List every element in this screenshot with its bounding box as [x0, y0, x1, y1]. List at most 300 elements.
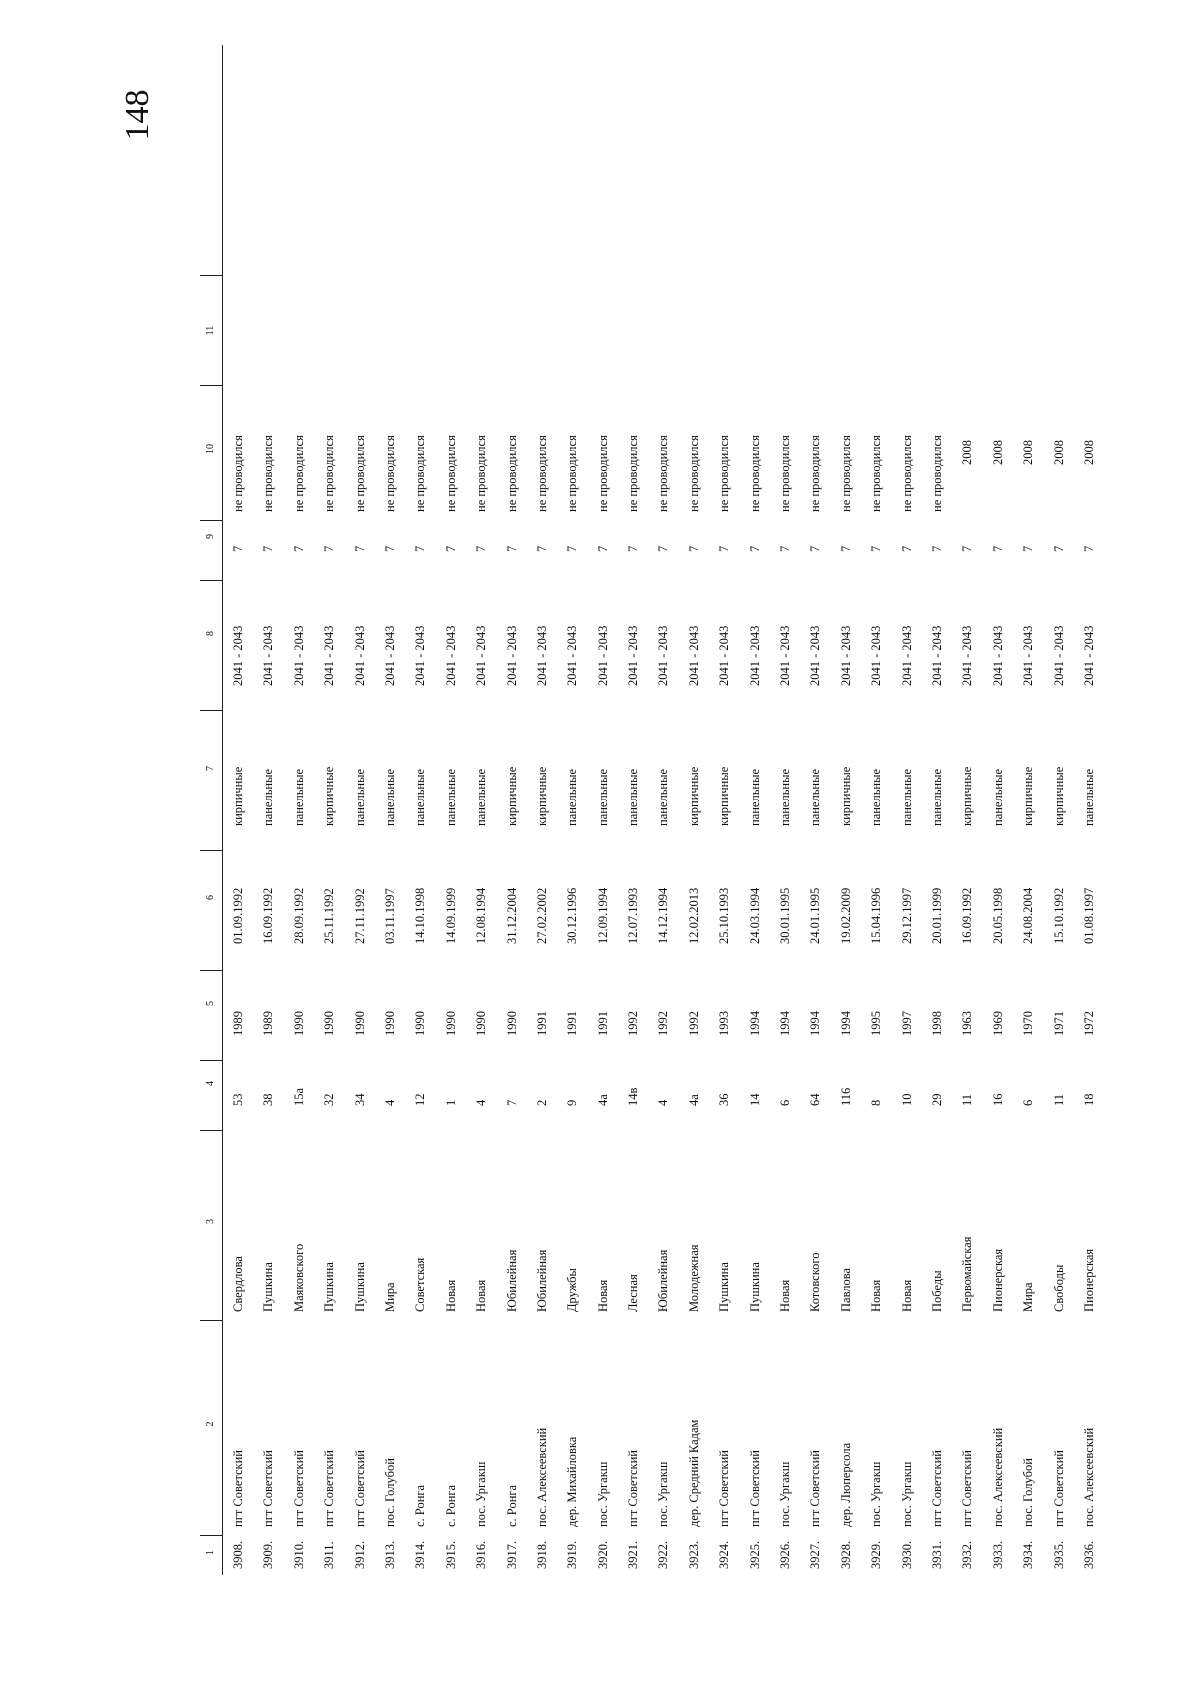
street-cell: Юбилейная	[656, 1249, 671, 1312]
row-number: 3925.	[747, 1540, 762, 1569]
status-cell: не проводился	[656, 435, 671, 512]
status-cell: не проводился	[595, 435, 610, 512]
locality-cell: пгт Советский	[291, 1450, 306, 1527]
row-number: 3924.	[717, 1540, 732, 1569]
house-number-cell: 10	[899, 1093, 914, 1106]
table-row	[557, 45, 587, 1575]
locality-cell: дер. Михайловка	[565, 1436, 580, 1527]
table-row	[375, 45, 405, 1575]
date-cell: 01.09.1992	[231, 887, 245, 944]
row-number: 3923.	[686, 1540, 701, 1569]
locality-cell: с. Ронга	[504, 1484, 519, 1527]
build-year-cell: 1991	[595, 1011, 610, 1036]
column-11-cell	[314, 275, 344, 385]
build-year-cell: 1993	[717, 1011, 732, 1036]
count-cell: 7	[352, 545, 367, 552]
date-cell: 12.07.1993	[626, 887, 641, 944]
status-cell: не проводился	[322, 435, 337, 512]
wall-material-cell: кирпичные	[504, 766, 519, 826]
column-number-9: 9	[200, 520, 222, 580]
street-cell: Пионерская	[1081, 1248, 1096, 1312]
table-row	[952, 45, 982, 1575]
table-row	[1074, 45, 1104, 1575]
build-year-cell: 1998	[929, 1011, 944, 1036]
locality-cell: пос. Ургакш	[778, 1461, 793, 1527]
count-cell: 7	[869, 545, 884, 552]
column-11-cell	[436, 275, 466, 385]
count-cell: 7	[1081, 545, 1096, 552]
table-row	[253, 45, 283, 1575]
column-11-cell	[679, 275, 709, 385]
wall-material-cell: кирпичные	[1021, 766, 1036, 826]
row-number: 3913.	[382, 1540, 397, 1569]
column-11-cell	[253, 275, 283, 385]
build-year-cell: 1963	[960, 1011, 975, 1036]
count-cell: 7	[808, 545, 823, 552]
row-number: 3911.	[322, 1541, 337, 1569]
count-cell: 7	[778, 545, 793, 552]
house-number-cell: 4	[382, 1099, 397, 1106]
row-number: 3932.	[960, 1540, 975, 1569]
date-cell: 24.03.1994	[747, 887, 762, 944]
house-number-cell: 9	[565, 1099, 580, 1106]
date-cell: 24.08.2004	[1021, 887, 1036, 944]
build-year-cell: 1989	[231, 1011, 245, 1036]
locality-cell: пгт Советский	[352, 1450, 367, 1527]
count-cell: 7	[231, 545, 245, 552]
build-year-cell: 1992	[656, 1011, 671, 1036]
locality-cell: дер. Люперсола	[838, 1442, 853, 1527]
period-cell: 2041 - 2043	[929, 625, 944, 686]
locality-cell: пос. Алексеевский	[1081, 1427, 1096, 1527]
street-cell: Маяковского	[291, 1243, 306, 1312]
street-cell: Свердлова	[231, 1256, 245, 1312]
period-cell: 2041 - 2043	[808, 625, 823, 686]
house-number-cell: 6	[778, 1099, 793, 1106]
column-11-cell	[861, 275, 891, 385]
period-cell: 2041 - 2043	[838, 625, 853, 686]
wall-material-cell: кирпичные	[960, 766, 975, 826]
row-number: 3916.	[474, 1540, 489, 1569]
build-year-cell: 1990	[474, 1011, 489, 1036]
date-cell: 20.05.1998	[990, 887, 1005, 944]
column-number-7: 7	[200, 710, 222, 850]
table-body	[223, 45, 1104, 1575]
status-cell: не проводился	[565, 435, 580, 512]
table-row	[345, 45, 375, 1575]
street-cell: Пушкина	[717, 1262, 732, 1312]
house-number-cell: 116	[838, 1087, 853, 1106]
period-cell: 2041 - 2043	[534, 625, 549, 686]
house-number-cell: 34	[352, 1093, 367, 1106]
column-number-3: 3	[200, 1130, 222, 1320]
count-cell: 7	[990, 545, 1005, 552]
build-year-cell: 1991	[534, 1011, 549, 1036]
period-cell: 2041 - 2043	[1021, 625, 1036, 686]
locality-cell: дер. Средний Кадам	[686, 1419, 701, 1527]
date-cell: 27.02.2002	[534, 887, 549, 944]
wall-material-cell: панельные	[382, 768, 397, 826]
table-row	[497, 45, 527, 1575]
house-number-cell: 11	[1051, 1093, 1066, 1106]
status-cell: не проводился	[626, 435, 641, 512]
date-cell: 28.09.1992	[291, 887, 306, 944]
status-cell: 2008	[1051, 440, 1066, 465]
wall-material-cell: кирпичные	[1051, 766, 1066, 826]
count-cell: 7	[929, 545, 944, 552]
column-11-cell	[1013, 275, 1043, 385]
wall-material-cell: кирпичные	[231, 766, 245, 826]
period-cell: 2041 - 2043	[747, 625, 762, 686]
street-cell: Мира	[382, 1282, 397, 1312]
wall-material-cell: панельные	[899, 768, 914, 826]
house-number-cell: 4а	[686, 1094, 701, 1106]
column-11-cell	[466, 275, 496, 385]
count-cell: 7	[960, 545, 975, 552]
street-cell: Новая	[778, 1279, 793, 1312]
table-row	[1013, 45, 1043, 1575]
count-cell: 7	[595, 545, 610, 552]
row-number: 3915.	[443, 1540, 458, 1569]
column-11-cell	[497, 275, 527, 385]
status-cell: не проводился	[231, 435, 245, 512]
street-cell: Котовского	[808, 1252, 823, 1312]
column-11-cell	[1044, 275, 1074, 385]
row-number: 3918.	[534, 1540, 549, 1569]
house-number-cell: 38	[261, 1093, 276, 1106]
column-11-cell	[952, 275, 982, 385]
status-cell: не проводился	[352, 435, 367, 512]
locality-cell: с. Ронга	[413, 1484, 428, 1527]
date-cell: 12.09.1994	[595, 887, 610, 944]
house-number-cell: 2	[534, 1099, 549, 1106]
row-number: 3931.	[929, 1540, 944, 1569]
row-number: 3912.	[352, 1540, 367, 1569]
date-cell: 29.12.1997	[899, 887, 914, 944]
column-11-cell	[740, 275, 770, 385]
house-number-cell: 6	[1021, 1099, 1036, 1106]
row-number: 3930.	[899, 1540, 914, 1569]
housing-table	[200, 45, 1104, 1575]
wall-material-cell: панельные	[595, 768, 610, 826]
table-row	[314, 45, 344, 1575]
count-cell: 7	[1021, 545, 1036, 552]
column-11-cell	[284, 275, 314, 385]
count-cell: 7	[1051, 545, 1066, 552]
status-cell: не проводился	[261, 435, 276, 512]
period-cell: 2041 - 2043	[291, 625, 306, 686]
house-number-cell: 64	[808, 1093, 823, 1106]
table-row	[284, 45, 314, 1575]
street-cell: Пушкина	[352, 1262, 367, 1312]
date-cell: 20.01.1999	[929, 887, 944, 944]
count-cell: 7	[261, 545, 276, 552]
table-row	[618, 45, 648, 1575]
street-cell: Свободы	[1051, 1264, 1066, 1312]
table-row	[679, 45, 709, 1575]
street-cell: Лесная	[626, 1274, 641, 1312]
locality-cell: пгт Советский	[231, 1450, 245, 1527]
house-number-cell: 1	[443, 1099, 458, 1106]
build-year-cell: 1994	[808, 1011, 823, 1036]
period-cell: 2041 - 2043	[565, 625, 580, 686]
row-number: 3921.	[626, 1540, 641, 1569]
row-number: 3922.	[656, 1540, 671, 1569]
street-cell: Новая	[899, 1279, 914, 1312]
status-cell: не проводился	[474, 435, 489, 512]
table-row	[770, 45, 800, 1575]
build-year-cell: 1994	[778, 1011, 793, 1036]
build-year-cell: 1992	[686, 1011, 701, 1036]
row-number: 3929.	[869, 1540, 884, 1569]
wall-material-cell: панельные	[291, 768, 306, 826]
period-cell: 2041 - 2043	[686, 625, 701, 686]
count-cell: 7	[626, 545, 641, 552]
wall-material-cell: панельные	[626, 768, 641, 826]
house-number-cell: 8	[869, 1099, 884, 1106]
period-cell: 2041 - 2043	[869, 625, 884, 686]
row-number: 3920.	[595, 1540, 610, 1569]
table-row	[709, 45, 739, 1575]
locality-cell: пгт Советский	[960, 1450, 975, 1527]
table-row	[800, 45, 830, 1575]
date-cell: 12.08.1994	[474, 887, 489, 944]
house-number-cell: 53	[231, 1093, 245, 1106]
period-cell: 2041 - 2043	[717, 625, 732, 686]
build-year-cell: 1990	[504, 1011, 519, 1036]
count-cell: 7	[382, 545, 397, 552]
build-year-cell: 1970	[1021, 1011, 1036, 1036]
locality-cell: пгт Советский	[747, 1450, 762, 1527]
status-cell: не проводился	[686, 435, 701, 512]
column-11-cell	[405, 275, 435, 385]
locality-cell: пос. Ургакш	[869, 1461, 884, 1527]
column-11-cell	[770, 275, 800, 385]
date-cell: 16.09.1992	[261, 887, 276, 944]
status-cell: не проводился	[808, 435, 823, 512]
wall-material-cell: кирпичные	[717, 766, 732, 826]
wall-material-cell: панельные	[869, 768, 884, 826]
house-number-cell: 12	[413, 1093, 428, 1106]
house-number-cell: 32	[322, 1093, 337, 1106]
locality-cell: пос. Голубой	[1021, 1458, 1036, 1527]
locality-cell: пгт Советский	[322, 1450, 337, 1527]
date-cell: 15.10.1992	[1051, 887, 1066, 944]
build-year-cell: 1995	[869, 1011, 884, 1036]
date-cell: 14.12.1994	[656, 887, 671, 944]
count-cell: 7	[322, 545, 337, 552]
locality-cell: пгт Советский	[261, 1450, 276, 1527]
status-cell: не проводился	[443, 435, 458, 512]
column-number-1: 1	[200, 1535, 222, 1575]
street-cell: Пушкина	[322, 1262, 337, 1312]
house-number-cell: 14	[747, 1093, 762, 1106]
house-number-cell: 29	[929, 1093, 944, 1106]
column-number-2: 2	[200, 1320, 222, 1535]
count-cell: 7	[443, 545, 458, 552]
column-11-cell	[557, 275, 587, 385]
date-cell: 12.02.2013	[686, 887, 701, 944]
status-cell: не проводился	[747, 435, 762, 512]
wall-material-cell: панельные	[778, 768, 793, 826]
wall-material-cell: панельные	[1081, 768, 1096, 826]
column-number-5: 5	[200, 970, 222, 1060]
wall-material-cell: кирпичные	[686, 766, 701, 826]
row-number: 3919.	[565, 1540, 580, 1569]
count-cell: 7	[504, 545, 519, 552]
column-11-cell	[648, 275, 678, 385]
count-cell: 7	[291, 545, 306, 552]
column-number-4: 4	[200, 1060, 222, 1130]
count-cell: 7	[899, 545, 914, 552]
column-11-cell	[922, 275, 952, 385]
date-cell: 15.04.1996	[869, 887, 884, 944]
table-row	[831, 45, 861, 1575]
street-cell: Пионерская	[990, 1248, 1005, 1312]
wall-material-cell: панельные	[990, 768, 1005, 826]
count-cell: 7	[686, 545, 701, 552]
wall-material-cell: панельные	[747, 768, 762, 826]
count-cell: 7	[747, 545, 762, 552]
date-cell: 30.12.1996	[565, 887, 580, 944]
date-cell: 27.11.1992	[352, 888, 367, 944]
build-year-cell: 1997	[899, 1011, 914, 1036]
house-number-cell: 7	[504, 1099, 519, 1106]
locality-cell: пос. Алексеевский	[534, 1427, 549, 1527]
column-11-cell	[223, 275, 253, 385]
status-cell: не проводился	[899, 435, 914, 512]
street-cell: Юбилейная	[504, 1249, 519, 1312]
street-cell: Мира	[1021, 1282, 1036, 1312]
row-number: 3933.	[990, 1540, 1005, 1569]
row-number: 3928.	[838, 1540, 853, 1569]
wall-material-cell: панельные	[929, 768, 944, 826]
period-cell: 2041 - 2043	[656, 625, 671, 686]
status-cell: 2008	[1021, 440, 1036, 465]
wall-material-cell: панельные	[565, 768, 580, 826]
table-row	[740, 45, 770, 1575]
date-cell: 16.09.1992	[960, 887, 975, 944]
build-year-cell: 1972	[1081, 1011, 1096, 1036]
table-row	[892, 45, 922, 1575]
column-11-cell	[983, 275, 1013, 385]
date-cell: 31.12.2004	[504, 887, 519, 944]
build-year-cell: 1994	[838, 1011, 853, 1036]
period-cell: 2041 - 2043	[231, 625, 245, 686]
street-cell: Молодежная	[686, 1244, 701, 1312]
column-number-11: 11	[200, 275, 222, 385]
row-number: 3934.	[1021, 1540, 1036, 1569]
status-cell: не проводился	[413, 435, 428, 512]
row-number: 3935.	[1051, 1540, 1066, 1569]
build-year-cell: 1990	[382, 1011, 397, 1036]
table-row	[922, 45, 952, 1575]
status-cell: не проводился	[291, 435, 306, 512]
date-cell: 30.01.1995	[778, 887, 793, 944]
count-cell: 7	[838, 545, 853, 552]
build-year-cell: 1989	[261, 1011, 276, 1036]
status-cell: 2008	[960, 440, 975, 465]
house-number-cell: 16	[990, 1093, 1005, 1106]
table-row	[588, 45, 618, 1575]
status-cell: не проводился	[382, 435, 397, 512]
locality-cell: с. Ронга	[443, 1484, 458, 1527]
wall-material-cell: панельные	[808, 768, 823, 826]
date-cell: 14.10.1998	[413, 887, 428, 944]
table-row	[436, 45, 466, 1575]
column-11-cell	[831, 275, 861, 385]
date-cell: 14.09.1999	[443, 887, 458, 944]
period-cell: 2041 - 2043	[382, 625, 397, 686]
house-number-cell: 15а	[291, 1087, 306, 1106]
street-cell: Новая	[595, 1279, 610, 1312]
period-cell: 2041 - 2043	[474, 625, 489, 686]
locality-cell: пос. Ургакш	[656, 1461, 671, 1527]
table-row	[1044, 45, 1074, 1575]
wall-material-cell: кирпичные	[322, 766, 337, 826]
date-cell: 25.10.1993	[717, 887, 732, 944]
count-cell: 7	[717, 545, 732, 552]
table-row	[648, 45, 678, 1575]
date-cell: 01.08.1997	[1081, 887, 1096, 944]
street-cell: Пушкина	[747, 1262, 762, 1312]
wall-material-cell: кирпичные	[534, 766, 549, 826]
build-year-cell: 1990	[413, 1011, 428, 1036]
period-cell: 2041 - 2043	[413, 625, 428, 686]
status-cell: 2008	[990, 440, 1005, 465]
period-cell: 2041 - 2043	[990, 625, 1005, 686]
status-cell: не проводился	[504, 435, 519, 512]
status-cell: не проводился	[534, 435, 549, 512]
build-year-cell: 1994	[747, 1011, 762, 1036]
locality-cell: пгт Советский	[929, 1450, 944, 1527]
house-number-cell: 4а	[595, 1094, 610, 1106]
status-cell: 2008	[1081, 440, 1096, 465]
house-number-cell: 11	[960, 1093, 975, 1106]
build-year-cell: 1990	[291, 1011, 306, 1036]
street-cell: Новая	[443, 1279, 458, 1312]
column-number-6: 6	[200, 850, 222, 970]
wall-material-cell: панельные	[443, 768, 458, 826]
count-cell: 7	[656, 545, 671, 552]
build-year-cell: 1990	[322, 1011, 337, 1036]
wall-material-cell: панельные	[656, 768, 671, 826]
period-cell: 2041 - 2043	[626, 625, 641, 686]
column-11-cell	[618, 275, 648, 385]
row-number: 3909.	[261, 1540, 276, 1569]
street-cell: Новая	[474, 1279, 489, 1312]
column-number-8: 8	[200, 580, 222, 710]
house-number-cell: 36	[717, 1093, 732, 1106]
column-11-cell	[527, 275, 557, 385]
locality-cell: пгт Советский	[717, 1450, 732, 1527]
count-cell: 7	[565, 545, 580, 552]
locality-cell: пгт Советский	[1051, 1450, 1066, 1527]
row-number: 3936.	[1081, 1540, 1096, 1569]
row-number: 3914.	[413, 1540, 428, 1569]
column-11-cell	[709, 275, 739, 385]
column-11-cell	[345, 275, 375, 385]
locality-cell: пос. Ургакш	[595, 1461, 610, 1527]
build-year-cell: 1992	[626, 1011, 641, 1036]
column-11-cell	[892, 275, 922, 385]
locality-cell: пгт Советский	[626, 1450, 641, 1527]
date-cell: 25.11.1992	[322, 888, 337, 944]
street-cell: Павлова	[838, 1267, 853, 1312]
status-cell: не проводился	[778, 435, 793, 512]
period-cell: 2041 - 2043	[778, 625, 793, 686]
date-cell: 03.11.1997	[382, 888, 397, 944]
